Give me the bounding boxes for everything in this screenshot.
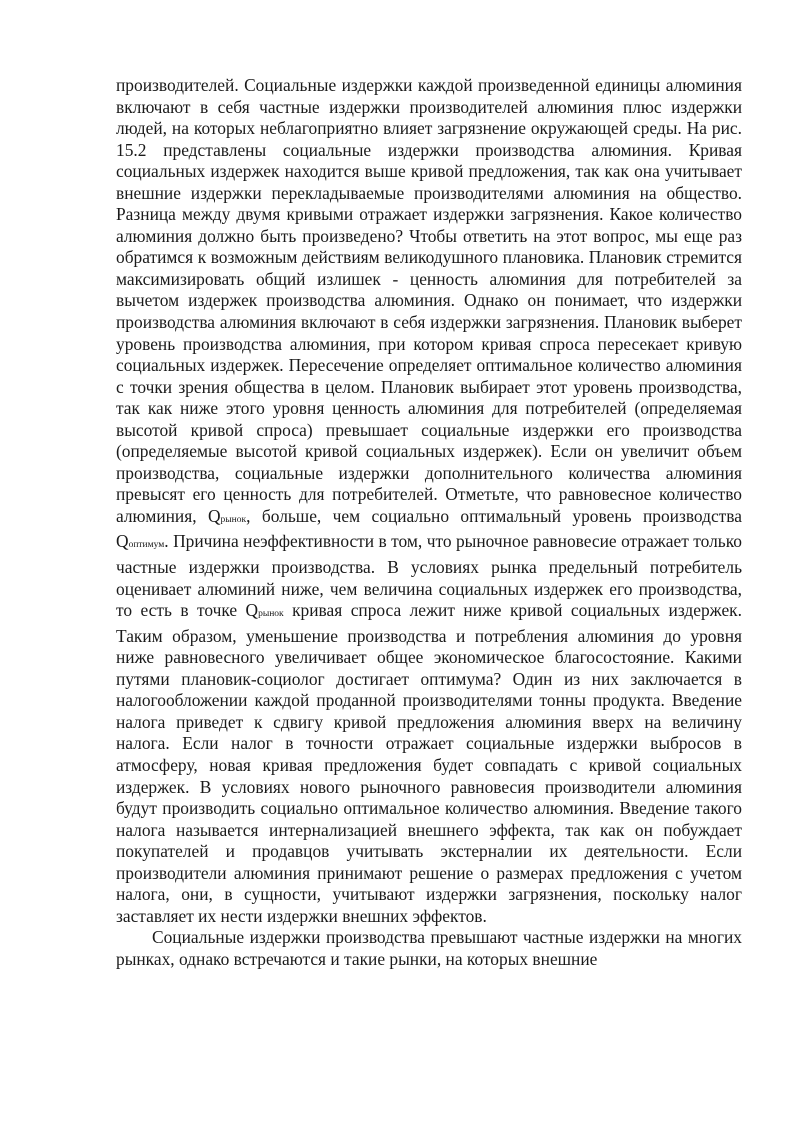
subscript-market: рынок: [220, 514, 247, 525]
subscript-market: рынок: [258, 609, 284, 620]
paragraph-text: , больше, чем социально оптимальный уровень производства Q: [116, 505, 742, 552]
subscript-optimum: оптимум: [128, 540, 165, 551]
paragraph-text: . Причина неэффективности в том, что рыночное равновесие отражает только частные издержки производства. В условиях рынка предельный потребитель оценивает алюминий ниже, чем величина социальных издержек его производства, то есть в точке Q: [116, 531, 742, 621]
paragraph-text: кривая спроса лежит ниже кривой социальных издержек. Таким образом, уменьшение производства и потребления алюминия до уровня ниже равновесного увеличивает общее экономическое благосостояние. Какими путями плановик-социолог достигает оптимума? Один из них заключается в налогообложении каждой проданной производителями тонны продукта. Введение налога приведет к сдвигу кривой предложения алюминия вверх на величину налога. Если налог в точности отражает социальные издержки выбросов в атмосферу, новая кривая предложения будет совпадать с кривой социальных издержек. В условиях нового рыночного равновесия производители алюминия будут производить социально оптимальное количество алюминия. Введение такого налога называется интернализацией внешнего эффекта, так как он побуждает покупателей и продавцов учитывать экстерналии их деятельности. Если производители алюминия принимают решение о размерах предложения с учетом налога, они, в сущности, учитывают издержки загрязнения, поскольку налог заставляет их нести издержки внешних эффектов.: [116, 600, 742, 926]
paragraph-text: производителей. Социальные издержки каждой произведенной единицы алюминия включают в себя частные издержки производителей алюминия плюс издержки людей, на которых неблагоприятно влияет загрязнение окружающей среды. На рис. 15.2 представлены социальные издержки производства алюминия. Кривая социальных издержек находится выше кривой предложения, так как она учитывает внешние издержки перекладываемые производителями алюминия на общество. Разница между двумя кривыми отражает издержки загрязнения. Какое количество алюминия должно быть произведено? Чтобы ответить на этот вопрос, мы еще раз обратимся к возможным действиям великодушного плановика. Плановик стремится максимизировать общий излишек - ценность алюминия для потребителей за вычетом издержек производства алюминия. Однако он понимает, что издержки производства алюминия включают в себя издержки загрязнения. Плановик выберет уровень производства алюминия, при котором кривая спроса пересекает кривую социальных издержек. Пересечение определяет оптимальное количество алюминия с точки зрения общества в целом. Плановик выбирает этот уровень производства, так как ниже этого уровня ценность алюминия для потребителей (определяемая высотой кривой спроса) превышает социальные издержки его производства (определяемые высотой кривой социальных издержек). Если он увеличит объем производства, социальные издержки дополнительного количества алюминия превысят его ценность для потребителей. Отметьте, что равновесное количество алюминия, Q: [116, 75, 742, 526]
paragraph-text: Социальные издержки производства превышают частные издержки на многих рынках, однако встречаются и такие рынки, на которых внешние: [116, 927, 742, 969]
paragraph-2: [116, 927, 742, 970]
paragraph-1: [116, 75, 742, 927]
document-page: [116, 75, 742, 970]
